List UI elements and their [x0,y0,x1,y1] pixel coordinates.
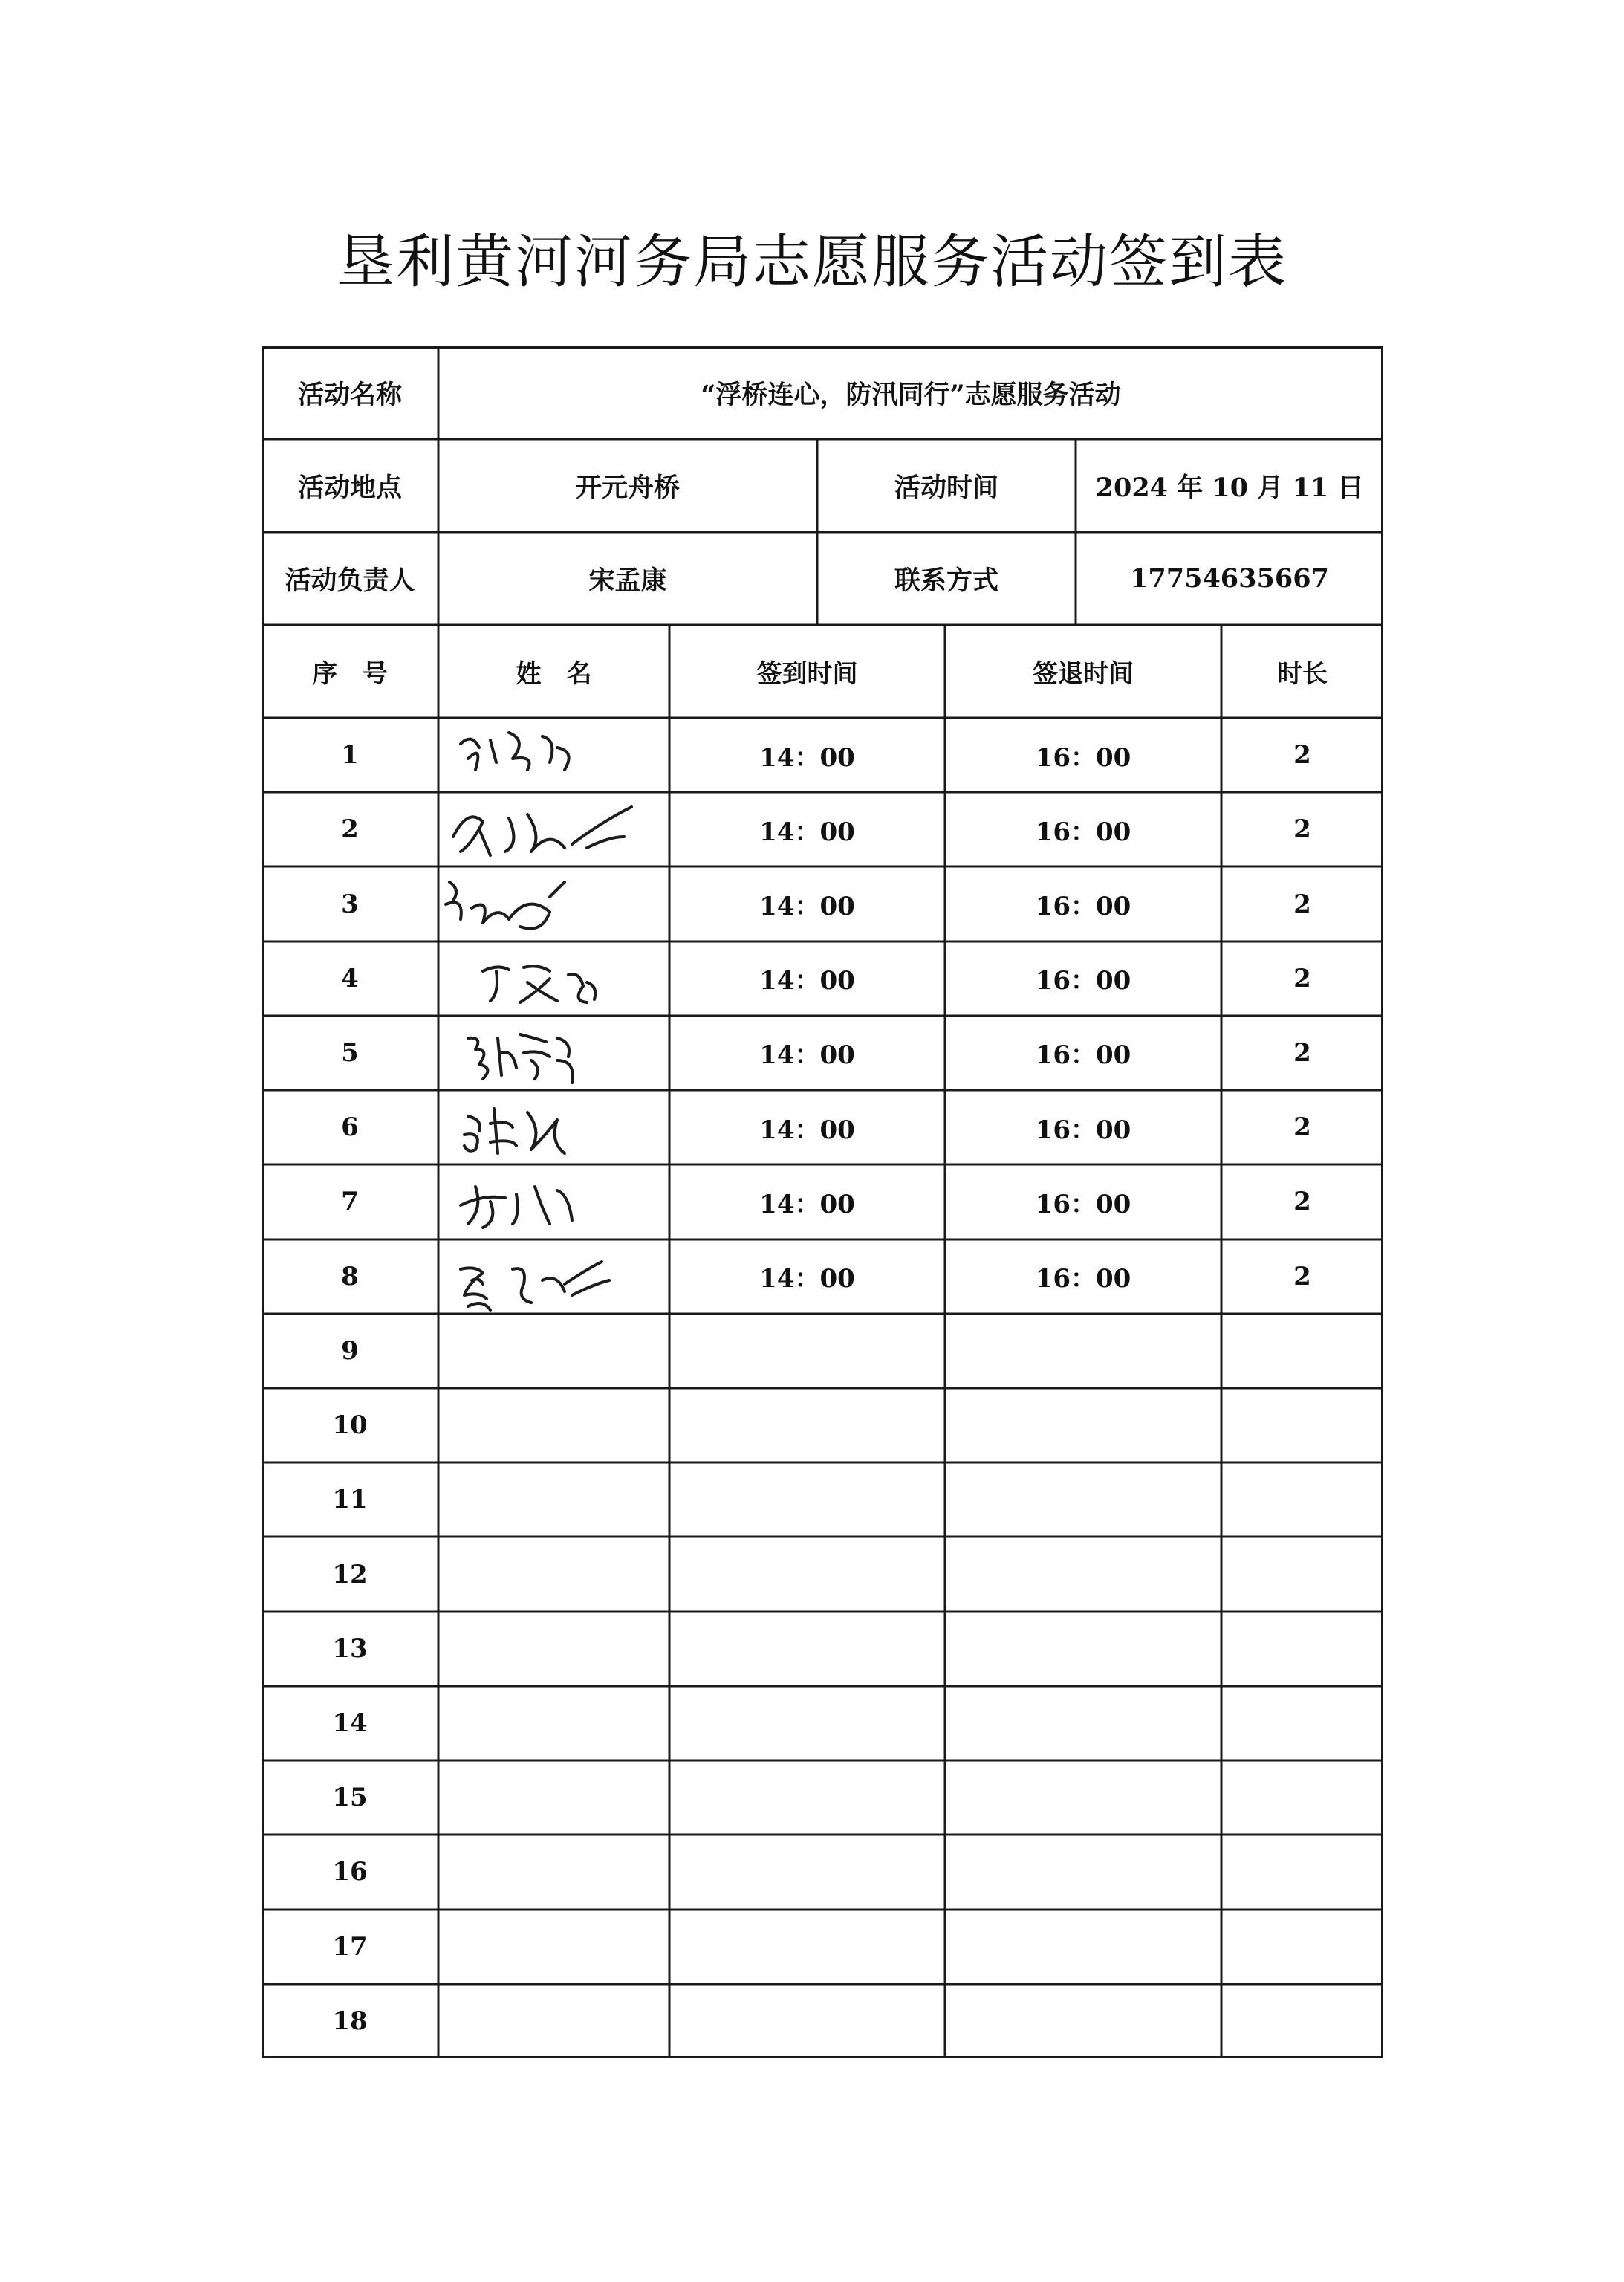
duration-hours [1221,1314,1383,1388]
row-index: 11 [332,1485,368,1515]
handwritten-signature [438,1090,669,1164]
contact-value: 17754635667 [1130,563,1329,594]
row-index: 7 [341,1187,359,1217]
sign-in-time: 14：00 [759,817,855,847]
duration-hours: 2 [1293,814,1311,845]
duration-hours [1221,1388,1383,1462]
row-index: 18 [332,2006,368,2036]
duration-hours: 2 [1293,963,1311,993]
contact-label: 联系方式 [894,565,998,596]
sign-in-time: 14：00 [759,1115,855,1145]
column-header-duration: 时长 [1277,659,1328,689]
sign-in-time [669,1686,945,1760]
signature-cell [438,1239,669,1314]
sign-out-time: 16：00 [1035,1040,1131,1071]
sign-in-time [669,1984,945,2058]
row-index: 14 [332,1708,368,1738]
sign-out-time: 16：00 [1035,1264,1131,1294]
signature-cell [438,1686,669,1760]
duration-hours [1221,1686,1383,1760]
row-index: 5 [341,1037,359,1068]
sign-out-time: 16：00 [1035,1189,1131,1219]
handwritten-signature [438,1164,669,1239]
sign-out-time [945,1835,1221,1909]
sign-out-time [945,1388,1221,1462]
sign-in-time: 14：00 [759,966,855,996]
row-index: 4 [341,963,359,993]
sign-out-time [945,1686,1221,1760]
page-title: 垦利黄河河务局志愿服务活动签到表 [336,229,1287,296]
duration-hours [1221,1612,1383,1686]
handwritten-signature [438,941,669,1016]
activity-name-label: 活动名称 [297,379,402,410]
sign-in-time [669,1910,945,1984]
handwritten-signature [438,718,669,792]
column-header-sign-out: 签退时间 [1033,659,1134,689]
sign-in-time: 14：00 [759,1189,855,1219]
sign-in-time [669,1462,945,1537]
duration-hours: 2 [1293,1187,1311,1217]
signature-cell [438,1090,669,1164]
row-index: 3 [341,889,359,919]
sign-in-table [262,346,1383,2058]
column-header-sign-in: 签到时间 [756,659,858,689]
signature-cell [438,1760,669,1835]
activity-place-label: 活动地点 [297,472,402,503]
row-index: 2 [341,814,359,845]
duration-hours: 2 [1293,740,1311,771]
handwritten-signature [438,792,669,866]
duration-hours [1221,1910,1383,1984]
signature-cell [438,1835,669,1909]
signature-cell [438,1910,669,1984]
sign-out-time [945,1537,1221,1611]
sign-in-time [669,1537,945,1611]
sign-out-time [945,1462,1221,1537]
sign-out-time [945,1314,1221,1388]
signature-cell [438,1314,669,1388]
activity-place-value: 开元舟桥 [575,472,680,503]
handwritten-signature [438,867,669,941]
activity-time-label: 活动时间 [894,472,998,503]
sign-in-time: 14：00 [759,1264,855,1294]
duration-hours [1221,1984,1383,2058]
activity-time-value: 2024 年 10 月 11 日 [1095,472,1364,503]
sign-out-time: 16：00 [1035,892,1131,922]
signature-cell [438,792,669,866]
sign-in-time [669,1760,945,1835]
sign-out-time [945,1910,1221,1984]
column-header-name: 姓 名 [516,659,592,689]
row-index: 17 [332,1931,368,1962]
signature-cell [438,1462,669,1537]
sign-out-time [945,1984,1221,2058]
row-index: 15 [332,1783,368,1813]
activity-name-value: “浮桥连心，防汛同行”志愿服务活动 [701,379,1121,410]
column-header-index: 序 号 [312,659,388,689]
row-index: 13 [332,1633,368,1664]
sign-in-time [669,1314,945,1388]
duration-hours [1221,1835,1383,1909]
sign-in-time: 14：00 [759,1040,855,1071]
row-index: 8 [341,1261,359,1291]
row-index: 16 [332,1857,368,1887]
duration-hours: 2 [1293,1261,1311,1291]
row-index: 6 [341,1112,359,1143]
sign-in-time [669,1835,945,1909]
duration-hours [1221,1462,1383,1537]
row-index: 10 [332,1410,368,1441]
row-index: 9 [341,1335,359,1366]
sign-out-time [945,1612,1221,1686]
sign-out-time [945,1760,1221,1835]
signature-cell [438,941,669,1016]
signature-cell [438,1388,669,1462]
activity-leader-value: 宋孟康 [588,565,667,596]
duration-hours: 2 [1293,889,1311,919]
signature-cell [438,1164,669,1239]
duration-hours: 2 [1293,1112,1311,1143]
row-index: 1 [341,740,359,771]
signature-cell [438,1984,669,2058]
sign-in-time: 14：00 [759,742,855,773]
duration-hours [1221,1760,1383,1835]
handwritten-signature [438,1239,669,1314]
duration-hours [1221,1537,1383,1611]
sign-out-time: 16：00 [1035,1115,1131,1145]
signature-cell [438,866,669,941]
sign-in-time: 14：00 [759,892,855,922]
signature-cell [438,1537,669,1611]
duration-hours: 2 [1293,1037,1311,1068]
signature-cell [438,1612,669,1686]
sign-in-time [669,1388,945,1462]
signature-cell [438,1016,669,1090]
sign-out-time: 16：00 [1035,966,1131,996]
sign-in-time [669,1612,945,1686]
handwritten-signature [438,1016,669,1090]
signature-cell [438,718,669,792]
activity-leader-label: 活动负责人 [285,565,415,596]
sign-out-time: 16：00 [1035,742,1131,773]
row-index: 12 [332,1559,368,1589]
sign-out-time: 16：00 [1035,817,1131,847]
